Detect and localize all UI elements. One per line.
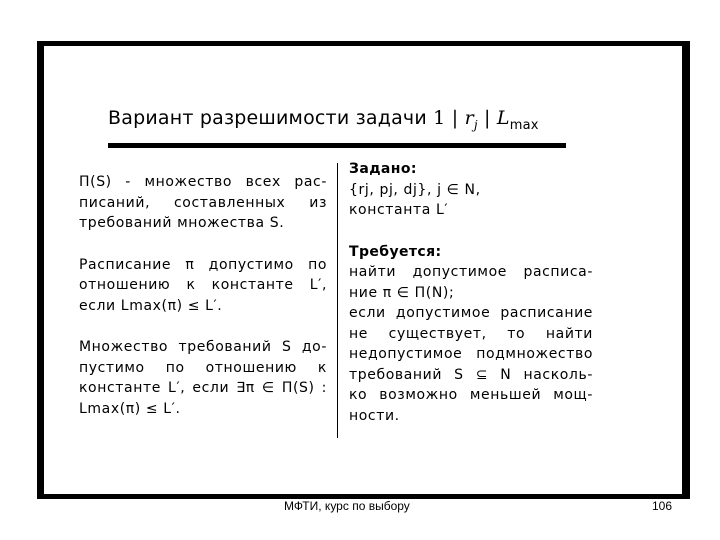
required-heading: Требуется:: [349, 243, 442, 260]
given-heading: Задано:: [349, 161, 417, 177]
def-set-line-2: пустимо по отношению к: [79, 359, 327, 376]
right-column: [349, 159, 593, 426]
def-pi-line-1: Π(S) - множество всех рас-: [79, 174, 327, 190]
title-text: Вариант разрешимости задачи: [108, 107, 427, 129]
def-feasible-line-2: отношению к константе L′,: [79, 277, 327, 293]
required-line-1: найти допустимое расписа-: [349, 264, 593, 280]
def-set-line-3: константе L′, если ∃π ∈ Π(S) :: [79, 380, 327, 396]
def-set-line-1: Множество требований S до-: [79, 339, 327, 355]
def-feasible-line-3: если Lmax(π) ≤ L′.: [79, 297, 223, 314]
required-line-4: не существует, то найти: [349, 325, 593, 342]
title-underline: [108, 143, 566, 148]
page-number: 106: [652, 499, 673, 513]
required-line-5: недопустимое подмножество: [349, 346, 593, 362]
given-line-2: константа L′: [349, 202, 449, 218]
required-line-7: ко возможно меньшей мощ-: [349, 387, 593, 403]
required-line-8: ности.: [349, 407, 400, 424]
given-line-1: {rj, pj, dj}, j ∈ N,: [349, 181, 481, 198]
def-feasible-line-1: Расписание π допустимо по: [79, 256, 327, 273]
required-line-3: если допустимое расписание: [349, 305, 593, 321]
required-line-2: ние π ∈ Π(N);: [349, 284, 455, 301]
def-set-line-4: Lmax(π) ≤ L′.: [79, 400, 181, 417]
column-divider: [337, 163, 338, 438]
slide-title: [108, 107, 539, 133]
required-line-6: требований S ⊆ N насколь-: [349, 366, 593, 383]
footer-course: МФТИ, курс по выбору: [284, 499, 410, 513]
def-pi-line-2: писаний, составленных из: [79, 194, 327, 211]
title-formula: 1 | $r_j$ | $L_{max}$: [433, 107, 539, 133]
left-column: [79, 172, 327, 419]
def-pi-line-3: требований множества S.: [79, 215, 285, 231]
